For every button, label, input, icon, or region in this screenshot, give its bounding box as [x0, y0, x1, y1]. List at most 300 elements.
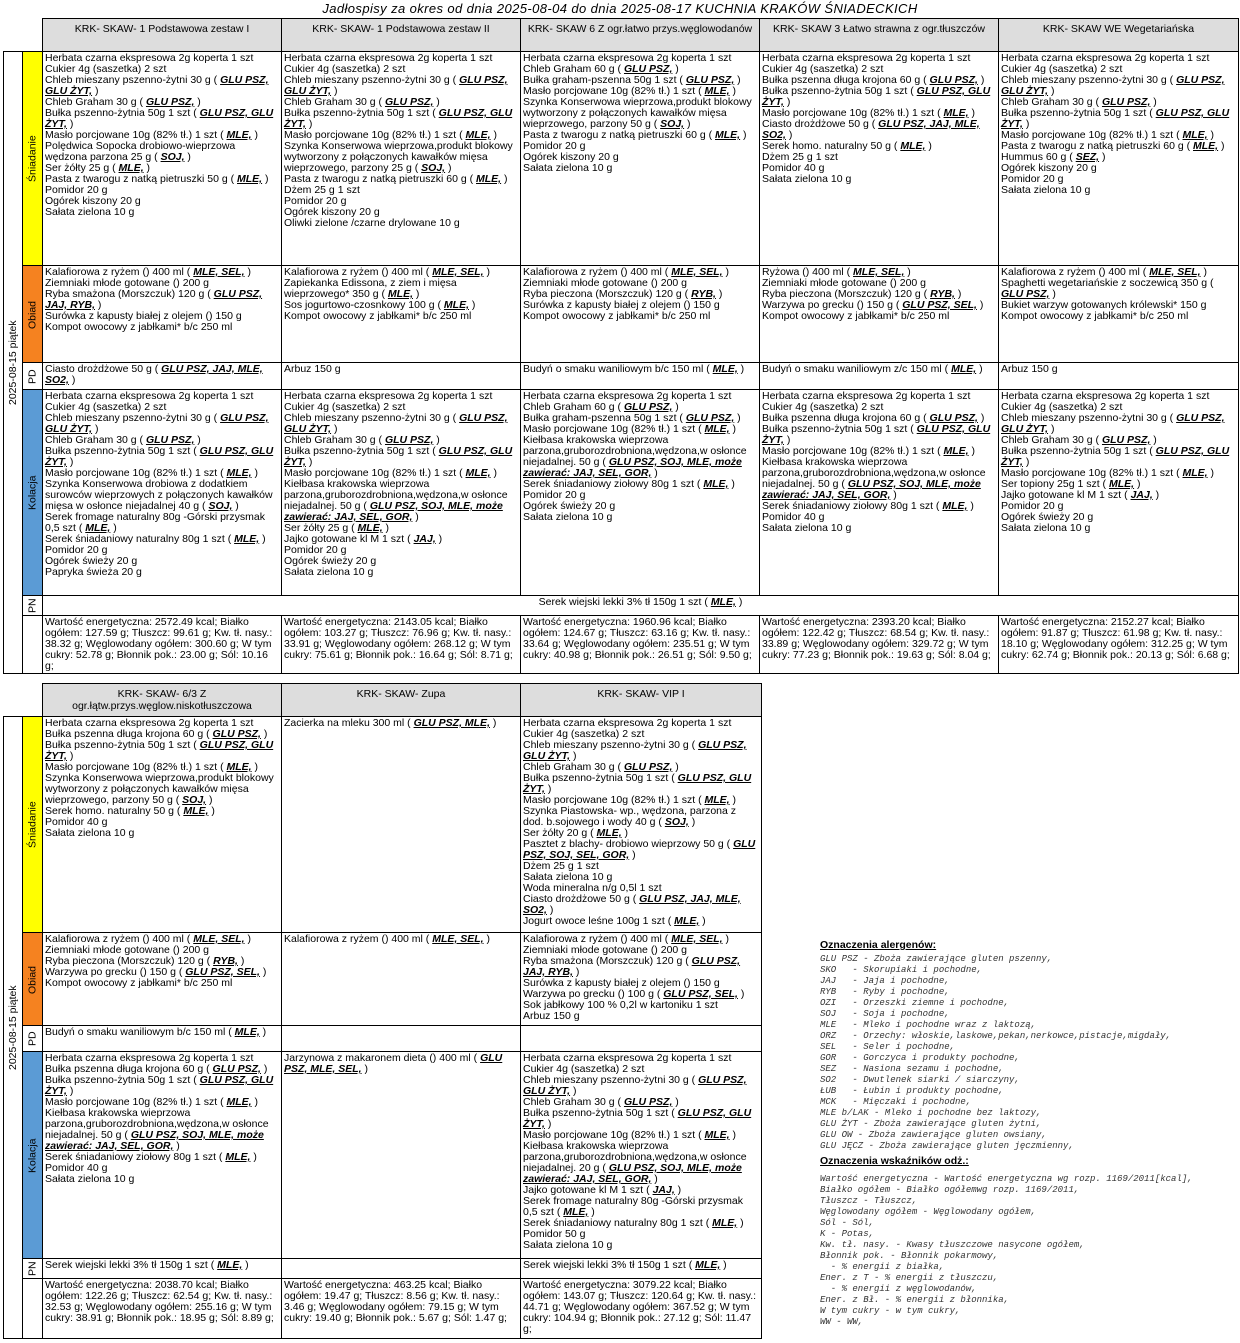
allergen-codes: SOJ, [208, 500, 233, 512]
allergen-codes: MLE, [1182, 129, 1208, 141]
allergen-codes: GLU PSZ, [685, 74, 735, 86]
meal-label-kolacja: Kolacja [23, 1052, 43, 1259]
allergen-codes: MLE, [357, 522, 383, 534]
allergens-title: Oznaczenia alergenów: [820, 939, 937, 951]
allergen-codes: MLE, SEL, [432, 266, 484, 278]
menu-item: Masło porcjowane 10g (82% tł.) 1 szt ( MLE, ) [523, 1129, 737, 1141]
menu-item: Kompot owocowy z jabłkami* b/c 250 ml [45, 321, 233, 333]
menu-item: Chleb mieszany pszenno-żytni 30 g ( GLU PSZ, GLU ŻYT, ) [284, 74, 508, 97]
allergen-codes: GLU PSZ, [384, 96, 434, 108]
diet-header: KRK- SKAW- 1 Podstawowa zestaw I [43, 19, 282, 52]
allergen-codes: MLE, [900, 140, 926, 152]
menu-table-1 [3, 18, 1239, 674]
menu-item: Bułka pszenno-żytnia 50g 1 szt ( GLU PSZ, GLU ŻYT, ) [1001, 107, 1230, 130]
menu-item: Bułka pszenno-żytnia 50g 1 szt ( GLU PSZ, GLU ŻYT, ) [45, 739, 274, 762]
menu-item: Sałata zielona 10 g [284, 566, 374, 578]
allergen-codes: SOJ, [664, 816, 689, 828]
menu-cell [521, 1026, 762, 1052]
allergen-codes: GLU PSZ, [623, 63, 673, 75]
allergen-legend-row: GLU PSZ - Zboża zawierające gluten pszenny, [820, 954, 1053, 964]
indicator-legend-row: Tłuszcz - Tłuszcz, [820, 1196, 918, 1206]
allergen-codes: RYB, [930, 288, 955, 300]
allergen-codes: GLU PSZ, GLU ŻYT, [45, 74, 269, 97]
allergen-codes: MLE, [951, 363, 977, 375]
menu-cell [999, 52, 1239, 266]
menu-item: Herbata czarna ekspresowa 2g koperta 1 szt [45, 717, 254, 729]
allergen-codes: MLE, [563, 1206, 589, 1218]
allergen-codes: GLU PSZ, SOJ, MLE, może zawierać: JAJ, SEL, GOR, [523, 1162, 742, 1185]
allergen-list [820, 954, 1240, 1152]
allergen-codes: GLU PSZ, GLU ŻYT, [523, 1107, 752, 1130]
menu-item: Ogórek świeży 20 g [1001, 511, 1094, 523]
menu-item: Dżem 25 g 1 szt [523, 860, 599, 872]
menu-item: Woda mineralna n/g 0,5l 1 szt [523, 882, 662, 894]
menu-item: Ser żółty 25 g ( MLE, ) [45, 162, 151, 174]
allergen-codes: RYB, [691, 288, 716, 300]
menu-cell [999, 266, 1239, 363]
allergen-codes: MLE, [118, 162, 144, 174]
indicator-legend-row: Wartość energetyczna - Wartość energetyczna wg rozp. 1169/2011[kcal], [820, 1174, 1193, 1184]
allergen-codes: GLU PSZ, GLU ŻYT, [762, 85, 991, 108]
menu-cell [282, 1026, 521, 1052]
meal-label-pd: PD [23, 1026, 43, 1052]
menu-item: Serek fromage naturalny 80g -Górski przysmak 0,5 szt ( MLE, ) [45, 511, 266, 534]
menu-item: Bułka graham-pszenna 50g 1 szt ( GLU PSZ, ) [523, 74, 741, 86]
allergen-codes: GLU PSZ, SEL, [185, 966, 260, 978]
allergen-legend-row: GLU OW - Zboża zawierające gluten owsiany, [820, 1130, 1047, 1140]
menu-item: Serek homo. naturalny 50 g ( MLE, ) [45, 805, 215, 817]
diet-header: KRK- SKAW- 1 Podstawowa zestaw II [282, 19, 521, 52]
menu-item: Serek śniadaniowy naturalny 80g 1 szt ( MLE, ) [45, 533, 266, 545]
menu-item: Pomidor 50 g [523, 1228, 586, 1240]
allergen-codes: MLE, [217, 1259, 243, 1271]
indicator-legend-row: W tym cukry - w tym cukry, [820, 1306, 961, 1316]
diet-header: KRK- SKAW 6 Z ogr.łatwo przys.węglowodanów [521, 19, 760, 52]
menu-item: Budyń o smaku waniliowym b/c 150 ml ( MLE, ) [523, 363, 745, 375]
allergen-codes: GLU PSZ, JAJ, MLE, SO2, [523, 893, 741, 916]
diet-header: KRK- SKAW- VIP I [521, 684, 762, 717]
menu-item: Polędwica Sopocka drobiowo-wieprzowa wędzona parzona 25 g ( SOJ, ) [45, 140, 236, 163]
menu-item: Herbata czarna ekspresowa 2g koperta 1 szt [284, 52, 493, 64]
menu-item: Herbata czarna ekspresowa 2g koperta 1 szt [45, 390, 254, 402]
allergen-legend-row: RYB - Ryby i pochodne, [820, 987, 950, 997]
allergen-codes: GLU PSZ, GLU ŻYT, [1001, 74, 1225, 97]
allergen-codes: MLE, [476, 173, 502, 185]
allergen-legend-row: SO2 - Dwutlenek siarki / siarczyny, [820, 1075, 1020, 1085]
allergen-codes: MLE, [183, 805, 209, 817]
menu-item: Warzywa po grecku () 150 g ( GLU PSZ, SEL, ) [45, 966, 267, 978]
menu-item: Chleb Graham 30 g ( GLU PSZ, ) [1001, 96, 1157, 108]
allergen-codes: MLE, [234, 533, 260, 545]
menu-item: Bułka graham-pszenna 50g 1 szt ( GLU PSZ, ) [523, 412, 741, 424]
menu-item: Ryba pieczona (Morszczuk) 120 g ( RYB, ) [45, 955, 245, 967]
menu-item: Cukier 4g (saszetka) 2 szt [45, 401, 167, 413]
menu-cell [43, 1259, 282, 1279]
allergen-codes: GLU PSZ, JAJ, MLE, SO2, [762, 118, 980, 141]
nutrition-cell: Wartość energetyczna: 2572.49 kcal; Białko ogółem: 127.59 g; Tłuszcz: 99.61 g; Kw. tł. nasy.: 38.32 g; Węglowodany ogółem: 300.60 g; W tym cukry: 52.78 g; Błonnik pok.: 23.00 g; Sól: 10.16 g; [43, 616, 282, 674]
menu-item: Chleb Graham 30 g ( GLU PSZ, ) [284, 96, 440, 108]
menu-item: Masło porcjowane 10g (82% tł.) 1 szt ( MLE, ) [284, 467, 498, 479]
menu-item: Bułka pszenno-żytnia 50g 1 szt ( GLU PSZ, GLU ŻYT, ) [523, 1107, 752, 1130]
allergen-codes: MLE, [225, 1151, 251, 1163]
allergen-codes: GLU PSZ, [623, 1096, 673, 1108]
allergen-codes: GLU PSZ, GLU ŻYT, [1001, 412, 1225, 435]
menu-cell [760, 363, 999, 390]
nutrition-cell: Wartość energetyczna: 2143.05 kcal; Białko ogółem: 103.27 g; Tłuszcz: 76.96 g; Kw. tł. nasy.: 33.91 g; Węglowodany ogółem: 268.12 g; W tym cukry: 75.61 g; Błonnik pok.: 16.64 g; Sól: 8.71 g; [282, 616, 521, 674]
menu-item: Pasta z twarogu z natką pietruszki 60 g ( MLE, ) [284, 173, 508, 185]
allergen-legend-row: GLU ŻYT - Zboża zawierające gluten żytni, [820, 1119, 1042, 1129]
menu-item: Chleb Graham 60 g ( GLU PSZ, ) [523, 63, 679, 75]
menu-item: Serek śniadaniowy ziołowy 80g 1 szt ( MLE, ) [523, 478, 735, 490]
allergen-codes: MLE, [234, 1026, 260, 1038]
allergen-codes: GLU PSZ, JAJ, RYB, [45, 288, 263, 311]
menu-item: Chleb Graham 60 g ( GLU PSZ, ) [523, 401, 679, 413]
allergen-legend-row: MLE b/LAK - Mleko i pochodne bez laktozy, [820, 1108, 1042, 1118]
allergen-codes: MLE, [596, 827, 622, 839]
menu-item: Kiełbasa krakowska wieprzowa parzona,gruborozdrobniona,wędzona,w osłonce niejadalnej. 50 g ( GLU PSZ, SOJ, MLE, może zawierać: JAJ, SEL, GOR, ) [45, 1107, 269, 1152]
menu-item: Pomidor 20 g [284, 195, 347, 207]
menu-item: Hummus 60 g ( SEZ, ) [1001, 151, 1106, 163]
allergen-codes: MLE, [226, 1096, 252, 1108]
allergen-codes: GLU PSZ, GLU ŻYT, [284, 107, 513, 130]
allergen-codes: GLU PSZ, [1101, 96, 1151, 108]
menu-cell [521, 363, 760, 390]
menu-cell [282, 363, 521, 390]
menu-item: Masło porcjowane 10g (82% tł.) 1 szt ( MLE, ) [45, 467, 259, 479]
legend [820, 940, 1240, 1328]
menu-item: Surówka z kapusty białej z olejem () 150 g [45, 310, 242, 322]
menu-item: Bułka pszenna długa krojona 60 g ( GLU PSZ, ) [762, 74, 985, 86]
meal-label-pn: PN [23, 596, 43, 616]
indicator-legend-row: Błonnik pok. - Błonnik pokarmowy, [820, 1251, 999, 1261]
menu-item: Sałata zielona 10 g [1001, 184, 1091, 196]
menu-item: Cukier 4g (saszetka) 2 szt [762, 401, 884, 413]
menu-item: Ogórek świeży 20 g [45, 555, 138, 567]
menu-item: Arbuz 150 g [284, 363, 341, 375]
indicator-legend-row: K - Potas, [820, 1229, 875, 1239]
menu-item: Chleb Graham 30 g ( GLU PSZ, ) [523, 761, 679, 773]
menu-item: Szynka Piastowska- wp., wędzona, parzona z dod. b.sojowego i wody 40 g ( SOJ, ) [523, 805, 737, 828]
menu-item: Bułka pszenno-żytnia 50g 1 szt ( GLU PSZ, GLU ŻYT, ) [45, 445, 274, 468]
allergen-legend-row: SEZ - Nasiona sezamu i pochodne, [820, 1064, 1004, 1074]
menu-item: Cukier 4g (saszetka) 2 szt [523, 728, 645, 740]
allergen-codes: GLU PSZ, SOJ, MLE, może zawierać: JAJ, SEL, GOR, [762, 478, 981, 501]
allergen-codes: MLE, [226, 467, 252, 479]
allergen-codes: SOJ, [421, 162, 446, 174]
diet-header: KRK- SKAW- 6/3 Z ogr.łątw.przys.węglow.niskotłuszczowa [43, 684, 282, 717]
menu-item: Ciasto drożdżowe 50 g ( GLU PSZ, JAJ, MLE, SO2, ) [523, 893, 741, 916]
allergen-codes: MLE, [712, 363, 738, 375]
menu-item: Cukier 4g (saszetka) 2 szt [1001, 401, 1123, 413]
allergen-codes: MLE, [942, 500, 968, 512]
nutrition-cell: Wartość energetyczna: 1960.96 kcal; Białko ogółem: 124.67 g; Tłuszcz: 63.16 g; Kw. tł. nasy.: 33.64 g; Węglowodany ogółem: 235.51 g; W tym cukry: 40.98 g; Błonnik pok.: 26.51 g; Sól: 9.50 g; [521, 616, 760, 674]
menu-item: Kiełbasa krakowska wieprzowa parzona,gruborozdrobniona,wędzona,w osłonce niejadalnej. 50 g ( GLU PSZ, SOJ, MLE, może zawierać: JAJ, SEL, GOR, ) [284, 478, 508, 523]
menu-item: Szynka Konserwowa drobiowa z dodatkiem surowców wieprzowych z połączonych kawałków mięsa w osłonce niejadalnej 40 g ( SOJ, ) [45, 478, 273, 512]
menu-item: Szynka Konserwowa wieprzowa,produkt blokowy wytworzony z połączonych kawałków mięsa wieprzowego, parzony 25 g ( SOJ, ) [284, 140, 513, 174]
menu-item: Kalafiorowa z ryżem () 400 ml ( MLE, SEL, ) [284, 266, 490, 278]
allergen-codes: GLU PSZ, GLU ŻYT, [45, 1074, 274, 1097]
meal-label-sniadanie: Śniadanie [23, 52, 43, 266]
nutrition-cell: Wartość energetyczna: 3079.22 kcal; Białko ogółem: 143.07 g; Tłuszcz: 120.64 g; Kw. tł. nasy.: 44.71 g; Węglowodany ogółem: 367.52 g; W tym cukry: 104.94 g; Błonnik pok.: 27.12 g; Sól: 11.47 g; [521, 1279, 762, 1339]
menu-item: Pomidor 20 g [45, 184, 108, 196]
menu-item: Pomidor 20 g [284, 544, 347, 556]
allergen-codes: MLE, [715, 129, 741, 141]
menu-item: Zacierka na mleku 300 ml ( GLU PSZ, MLE, ) [284, 717, 497, 729]
menu-item: Warzywa po grecku () 150 g ( GLU PSZ, SEL, ) [762, 299, 984, 311]
menu-item: Oliwki zielone /czarne drylowane 10 g [284, 217, 460, 229]
indicator-list [820, 1174, 1240, 1328]
menu-item: Ogórek świeży 20 g [523, 500, 616, 512]
allergen-codes: GLU PSZ, [145, 434, 195, 446]
menu-item: Masło porcjowane 10g (82% tł.) 1 szt ( MLE, ) [284, 129, 498, 141]
menu-cell [43, 1026, 282, 1052]
menu-item: Cukier 4g (saszetka) 2 szt [762, 63, 884, 75]
menu-item: Chleb Graham 30 g ( GLU PSZ, ) [45, 434, 201, 446]
indicator-legend-row: Węglowodany ogółem - Węglowodany ogółem, [820, 1207, 1037, 1217]
menu-item: Ogórek kiszony 20 g [284, 206, 380, 218]
allergen-codes: GLU PSZ, MLE, [413, 717, 490, 729]
menu-cell [760, 390, 999, 596]
allergen-codes: RYB, [213, 955, 238, 967]
menu-item: Surówka z kapusty białej z olejem () 150 g [523, 977, 720, 989]
allergen-codes: GLU PSZ, [212, 1063, 261, 1075]
allergen-codes: GLU PSZ, GLU ŻYT, [1001, 445, 1230, 468]
menu-item: Sałata zielona 10 g [45, 206, 135, 218]
menu-item: Herbata czarna ekspresowa 2g koperta 1 szt [45, 1052, 254, 1064]
allergen-codes: GLU PSZ, JAJ, RYB, [523, 955, 741, 978]
menu-item: Ryba smażona (Morszczuk) 120 g ( GLU PSZ, JAJ, RYB, ) [523, 955, 741, 978]
menu-item: Masło porcjowane 10g (82% tł.) 1 szt ( MLE, ) [523, 423, 737, 435]
menu-item: Bułka pszenno-żytnia 50g 1 szt ( GLU PSZ, GLU ŻYT, ) [45, 1074, 274, 1097]
meal-label-sniadanie: Śniadanie [23, 717, 43, 933]
menu-item: Chleb Graham 30 g ( GLU PSZ, ) [284, 434, 440, 446]
menu-item: Dżem 25 g 1 szt [762, 151, 838, 163]
nutrition-cell: Wartość energetyczna: 2393.20 kcal; Białko ogółem: 122.42 g; Tłuszcz: 68.54 g; Kw. tł. nasy.: 33.89 g; Węglowodany ogółem: 329.72 g; W tym cukry: 77.23 g; Błonnik pok.: 19.63 g; Sól: 8.04 g; [760, 616, 999, 674]
allergen-legend-row: GOR - Gorczyca i produkty pochodne, [820, 1053, 1020, 1063]
menu-item: Pomidor 40 g [762, 162, 825, 174]
menu-item: Chleb Graham 30 g ( GLU PSZ, ) [45, 96, 201, 108]
menu-item: Bułka pszenno-żytnia 50g 1 szt ( GLU PSZ, GLU ŻYT, ) [284, 445, 513, 468]
menu-item: Ryba pieczona (Morszczuk) 120 g ( RYB, ) [762, 288, 962, 300]
menu-cell [282, 933, 521, 1026]
menu-item: Ryżowa () 400 ml ( MLE, SEL, ) [762, 266, 911, 278]
menu-cell [282, 266, 521, 363]
menu-item: Chleb mieszany pszenno-żytni 30 g ( GLU PSZ, GLU ŻYT, ) [523, 1074, 747, 1097]
menu-item: Chleb Graham 30 g ( GLU PSZ, ) [1001, 434, 1157, 446]
allergen-codes: GLU PSZ, GLU ŻYT, [523, 1074, 747, 1097]
menu-item: Kalafiorowa z ryżem () 400 ml ( MLE, SEL, ) [45, 933, 251, 945]
menu-item: Kompot owocowy z jabłkami* b/c 250 ml [1001, 310, 1189, 322]
menu-item: Arbuz 150 g [523, 1010, 580, 1022]
menu-cell [43, 717, 282, 933]
menu-item: Pomidor 40 g [45, 816, 108, 828]
menu-item: Ziemniaki młode gotowane () 200 g [762, 277, 927, 289]
allergen-codes: GLU PSZ, SEL, [663, 988, 738, 1000]
allergen-codes: GLU PSZ, MLE, SEL, [284, 1052, 503, 1075]
allergen-codes: SOJ, [660, 118, 685, 130]
allergen-codes: MLE, SEL, [193, 933, 245, 945]
allergen-codes: MLE, [704, 1129, 730, 1141]
allergen-codes: GLU PSZ, SOJ, MLE, może zawierać: JAJ, SEL, GOR, [523, 456, 742, 479]
menu-item: Papryka świeża 20 g [45, 566, 142, 578]
menu-item: Herbata czarna ekspresowa 2g koperta 1 szt [1001, 52, 1210, 64]
menu-item: Kompot owocowy z jabłkami* b/c 250 ml [45, 977, 233, 989]
allergen-legend-row: GLU JĘCZ - Zboża zawierające gluten jęczmienny, [820, 1141, 1074, 1151]
indicator-legend-row: Ener. z Bł. - % energii z błonnika, [820, 1295, 1010, 1305]
menu-item: Herbata czarna ekspresowa 2g koperta 1 szt [45, 52, 254, 64]
allergen-codes: MLE, SEL, [432, 933, 484, 945]
menu-item: Masło porcjowane 10g (82% tł.) 1 szt ( MLE, ) [1001, 129, 1215, 141]
diet-header: KRK- SKAW 3 Łatwo strawna z ogr.tłuszczów [760, 19, 999, 52]
menu-item: Kalafiorowa z ryżem () 400 ml ( MLE, SEL, ) [523, 933, 729, 945]
menu-item: Serek wiejski lekki 3% tł 150g 1 szt ( MLE, ) [45, 1259, 249, 1271]
allergen-codes: MLE, [226, 129, 252, 141]
menu-item: Chleb mieszany pszenno-żytni 30 g ( GLU PSZ, GLU ŻYT, ) [45, 74, 269, 97]
menu-cell [43, 363, 282, 390]
allergen-codes: MLE, SEL, [671, 266, 723, 278]
allergen-legend-row: SEL - Seler i pochodne, [820, 1042, 956, 1052]
menu-item: Herbata czarna ekspresowa 2g koperta 1 szt [523, 1052, 732, 1064]
menu-item: Arbuz 150 g [1001, 363, 1058, 375]
menu-item: Herbata czarna ekspresowa 2g koperta 1 szt [1001, 390, 1210, 402]
menu-item: Masło porcjowane 10g (82% tł.) 1 szt ( MLE, ) [762, 445, 976, 457]
menu-item: Pomidor 20 g [523, 140, 586, 152]
meal-label-kolacja: Kolacja [23, 390, 43, 596]
menu-item: Dżem 25 g 1 szt [284, 184, 360, 196]
indicator-legend-row: Sól - Sól, [820, 1218, 875, 1228]
menu-item: Sałata zielona 10 g [523, 511, 613, 523]
menu-item: Serek homo. naturalny 50 g ( MLE, ) [762, 140, 932, 152]
menu-item: Surówka z kapusty białej z olejem () 150 g [523, 299, 720, 311]
menu-item: Ziemniaki młode gotowane () 200 g [45, 944, 210, 956]
menu-item: Pasta z twarogu z natką pietruszki 60 g ( MLE, ) [1001, 140, 1225, 152]
menu-item: Masło porcjowane 10g (82% tł.) 1 szt ( MLE, ) [762, 107, 976, 119]
menu-item: Kompot owocowy z jabłkami* b/c 250 ml [523, 310, 711, 322]
menu-cell [282, 390, 521, 596]
menu-cell [521, 717, 762, 933]
menu-item: Serek fromage naturalny 80g -Górski przysmak 0,5 szt ( MLE, ) [523, 1195, 744, 1218]
menu-item: Jajko gotowane kl M 1 szt ( JAJ, ) [523, 1184, 682, 1196]
menu-item: Jarzynowa z makaronem dieta () 400 ml ( GLU PSZ, MLE, SEL, ) [284, 1052, 503, 1075]
allergen-codes: MLE, SEL, [671, 933, 723, 945]
allergen-codes: MLE, [237, 173, 263, 185]
allergen-codes: GLU PSZ, [145, 96, 195, 108]
menu-item: Ziemniaki młode gotowane () 200 g [523, 944, 688, 956]
allergen-codes: GLU PSZ, GLU ŻYT, [45, 412, 269, 435]
menu-item: Cukier 4g (saszetka) 2 szt [1001, 63, 1123, 75]
indicator-legend-row: - % energii z węglowodanów, [820, 1284, 977, 1294]
menu-cell [521, 390, 760, 596]
menu-cell [282, 1052, 521, 1259]
menu-item: Herbata czarna ekspresowa 2g koperta 1 szt [523, 717, 732, 729]
allergen-codes: MLE, [465, 467, 491, 479]
menu-item: Chleb mieszany pszenno-żytni 30 g ( GLU PSZ, GLU ŻYT, ) [1001, 412, 1225, 435]
allergen-codes: MLE, [704, 423, 730, 435]
allergen-codes: GLU PSZ, JAJ, MLE, SO2, [45, 363, 263, 386]
allergen-codes: MLE, [674, 915, 700, 927]
menu-item: Kalafiorowa z ryżem () 400 ml ( MLE, SEL, ) [284, 933, 490, 945]
allergen-codes: GLU PSZ, [1001, 288, 1050, 300]
allergen-codes: GLU PSZ, [929, 412, 978, 424]
menu-table-2 [3, 683, 762, 1339]
menu-item: Pasztet z blachy- drobiowo wieprzowy 50 g ( GLU PSZ, SOJ, SEL, GOR, ) [523, 838, 756, 861]
allergen-codes: MLE, [712, 1217, 738, 1229]
menu-cell [282, 52, 521, 266]
menu-item: Masło porcjowane 10g (82% tł.) 1 szt ( MLE, ) [523, 794, 737, 806]
allergen-codes: GLU PSZ, [384, 434, 434, 446]
indicators-title: Oznaczenia wskaźników odż.: [820, 1155, 969, 1167]
allergen-codes: GLU PSZ, GLU ŻYT, [284, 445, 513, 468]
allergen-codes: MLE, [85, 522, 111, 534]
allergen-codes: MLE, [695, 1259, 721, 1271]
menu-item: Ser topiony 25g 1 szt ( MLE, ) [1001, 478, 1141, 490]
allergen-legend-row: ŁUB - Łubin i produkty pochodne, [820, 1086, 1004, 1096]
menu-cell [521, 1259, 762, 1279]
allergen-legend-row: MLE - Mleko i pochodne wraz z laktozą, [820, 1020, 1037, 1030]
menu-item: Kiełbasa krakowska wieprzowa parzona,gruborozdrobniona,wędzona,w osłonce niejadalnej. 50 g ( GLU PSZ, SOJ, MLE, może zawierać: JAJ, SEL, GOR, ) [523, 434, 747, 479]
menu-item: Bukiet warzyw gotowanych królewski* 150 g [1001, 299, 1207, 311]
allergen-codes: GLU PSZ, GLU ŻYT, [1001, 107, 1230, 130]
menu-item: Pomidor 20 g [1001, 173, 1064, 185]
menu-item: Sałata zielona 10 g [762, 522, 852, 534]
menu-item: Szynka Konserwowa wieprzowa,produkt blokowy wytworzony z połączonych kawałków mięsa wieprzowego, parzony 50 g ( SOJ, ) [523, 96, 752, 130]
menu-item: Masło porcjowane 10g (82% tł.) 1 szt ( MLE, ) [45, 1096, 259, 1108]
menu-item: Pasta z twarogu z natką pietruszki 60 g ( MLE, ) [523, 129, 747, 141]
menu-item: Serek śniadaniowy ziołowy 80g 1 szt ( MLE, ) [762, 500, 974, 512]
menu-item: Budyń o smaku waniliowym b/c 150 ml ( MLE, ) [45, 1026, 267, 1038]
allergen-codes: JAJ, [1130, 489, 1153, 501]
menu-item: Ciasto drożdżowe 50 g ( GLU PSZ, JAJ, MLE, SO2, ) [762, 118, 980, 141]
menu-cell [760, 52, 999, 266]
menu-item: Masło porcjowane 10g (82% tł.) 1 szt ( MLE, ) [45, 129, 259, 141]
allergen-codes: GLU PSZ, [685, 412, 735, 424]
menu-item: Ser żółty 20 g ( MLE, ) [523, 827, 629, 839]
allergen-codes: GLU PSZ, GLU ŻYT, [45, 445, 274, 468]
allergen-codes: GLU PSZ, [1101, 434, 1151, 446]
allergen-codes: MLE, SEL, [193, 266, 245, 278]
allergen-codes: GLU PSZ, GLU ŻYT, [523, 739, 747, 762]
allergen-codes: JAJ, [652, 1184, 675, 1196]
menu-item: Sałata zielona 10 g [762, 173, 852, 185]
menu-item: Herbata czarna ekspresowa 2g koperta 1 szt [523, 390, 732, 402]
allergen-legend-row: ORZ - Orzechy: włoskie,laskowe,pekan,nerkowce,pistacje,migdały, [820, 1031, 1172, 1041]
menu-item: Cukier 4g (saszetka) 2 szt [284, 63, 406, 75]
meal-label-pd: PD [23, 363, 43, 390]
menu-item: Bułka pszenna długa krojona 60 g ( GLU PSZ, ) [45, 1063, 268, 1075]
menu-cell [521, 52, 760, 266]
menu-item: Masło porcjowane 10g (82% tł.) 1 szt ( MLE, ) [45, 761, 259, 773]
menu-item: Ryba pieczona (Morszczuk) 120 g ( RYB, ) [523, 288, 723, 300]
allergen-codes: MLE, [1182, 467, 1208, 479]
meal-label-blank [23, 616, 43, 674]
allergen-codes: MLE, [943, 107, 969, 119]
menu-item: Ser żółty 25 g ( MLE, ) [284, 522, 390, 534]
menu-item: Ziemniaki młode gotowane () 200 g [45, 277, 210, 289]
menu-item: Bułka pszenno-żytnia 50g 1 szt ( GLU PSZ, GLU ŻYT, ) [762, 423, 991, 446]
menu-cell [43, 1052, 282, 1259]
menu-cell [282, 1259, 521, 1279]
allergen-codes: GLU PSZ, SOJ, SEL, GOR, [523, 838, 756, 861]
meal-label-blank [23, 1279, 43, 1339]
allergen-codes: GLU PSZ, [623, 761, 673, 773]
allergen-codes: GLU PSZ, GLU ŻYT, [284, 412, 508, 435]
menu-item: Bułka pszenno-żytnia 50g 1 szt ( GLU PSZ, GLU ŻYT, ) [1001, 445, 1230, 468]
menu-item: Herbata czarna ekspresowa 2g koperta 1 szt [523, 52, 732, 64]
menu-item: Ryba smażona (Morszczuk) 120 g ( GLU PSZ, JAJ, RYB, ) [45, 288, 263, 311]
allergen-codes: MLE, [465, 129, 491, 141]
menu-cell [43, 933, 282, 1026]
menu-item: Szynka Konserwowa wieprzowa,produkt blokowy wytworzony z połączonych kawałków mięsa wieprzowego, parzony 50 g ( SOJ, ) [45, 772, 274, 806]
